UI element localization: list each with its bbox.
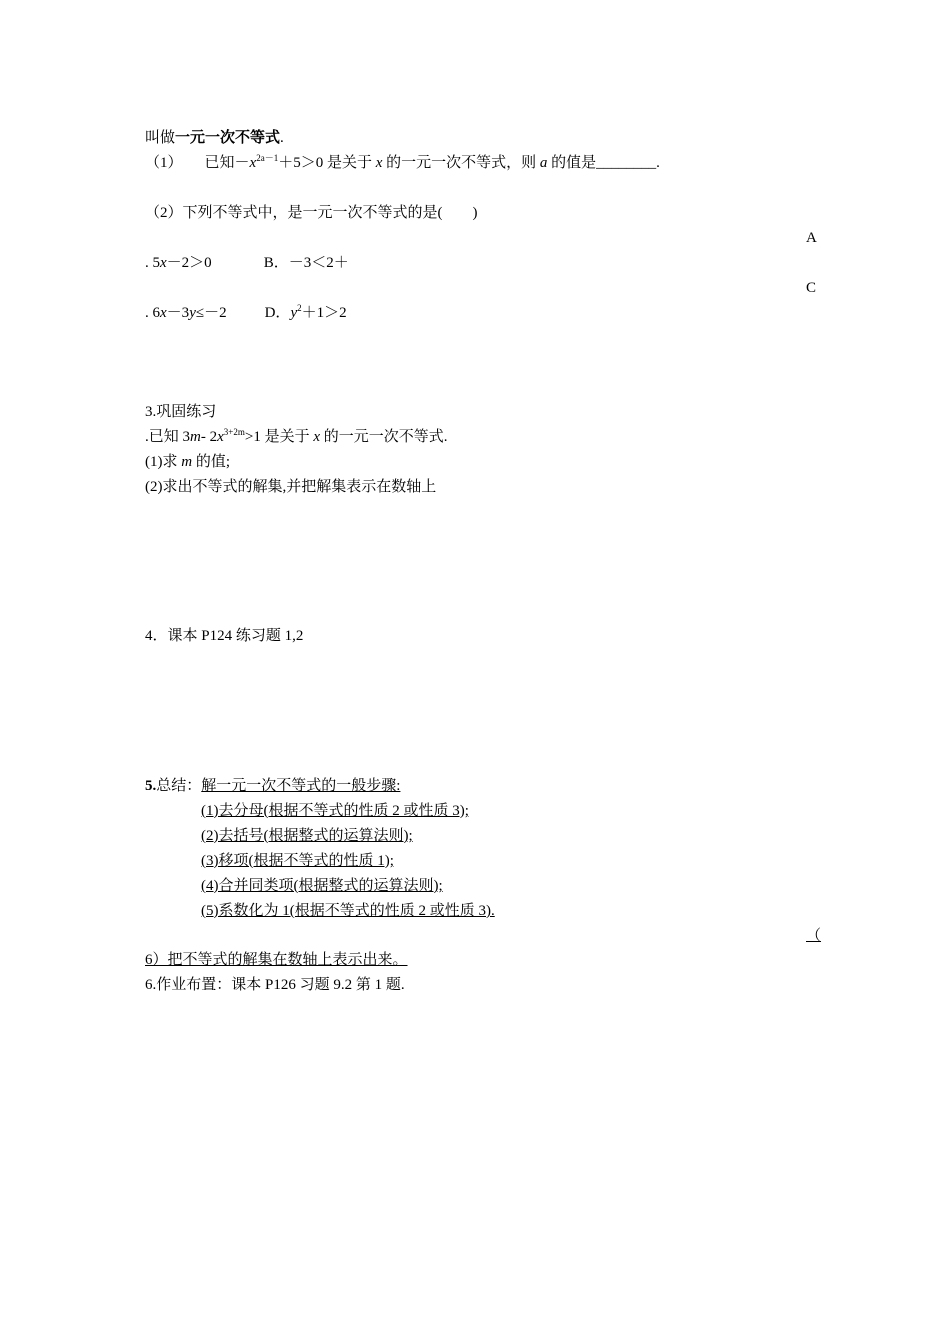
- summary-step: (3)移项(根据不等式的性质 1);: [201, 853, 394, 869]
- term-bold: 一元一次不等式: [175, 130, 281, 146]
- summary-step: (2)去括号(根据整式的运算法则);: [201, 828, 413, 844]
- summary-step: (1)去分母(根据不等式的性质 2 或性质 3);: [201, 803, 469, 819]
- summary-paren: （: [806, 928, 822, 944]
- summary-step: (5)系数化为 1(根据不等式的性质 2 或性质 3).: [201, 903, 495, 919]
- options-ab-line: . 5x－2＞0 B．－3＜2＋: [145, 255, 349, 271]
- section-3-part-1: (1)求 m 的值;: [145, 454, 231, 470]
- section-3-stem: .已知 3m- $2x^{3+2m}>1$ 是关于 x 的一元一次不等式.: [145, 427, 448, 445]
- intro-line: 叫做一元一次不等式.: [145, 130, 284, 146]
- section-3-title: 3.巩固练习: [145, 404, 217, 420]
- summary-heading: 解一元一次不等式的一般步骤:: [201, 778, 401, 794]
- question-1: （1） 已知$-x^{2a-1}+5>0$ 是关于 x 的一元一次不等式，则 a 的值是________.: [145, 153, 660, 171]
- option-c-marker: C: [806, 280, 817, 296]
- option-a-marker: A: [806, 230, 817, 246]
- option-b: B．－3＜2＋: [263, 255, 349, 271]
- options-cd-line: . 6x－3y≤－2 D．$y^2+1>2$: [145, 303, 347, 321]
- section-4-text: 4．课本 P124 练习题 1,2: [145, 628, 304, 644]
- summary-step: (4)合并同类项(根据整式的运算法则);: [201, 878, 443, 894]
- section-6-homework: 6.作业布置：课本 P126 习题 9.2 第 1 题.: [145, 977, 405, 993]
- section-5-heading: 5.总结：解一元一次不等式的一般步骤:: [145, 778, 401, 794]
- question-2-stem: （2）下列不等式中，是一元一次不等式的是( ): [145, 205, 478, 221]
- summary-step-6: 6）把不等式的解集在数轴上表示出来。: [145, 952, 408, 968]
- section-3-part-2: (2)求出不等式的解集,并把解集表示在数轴上: [145, 479, 437, 495]
